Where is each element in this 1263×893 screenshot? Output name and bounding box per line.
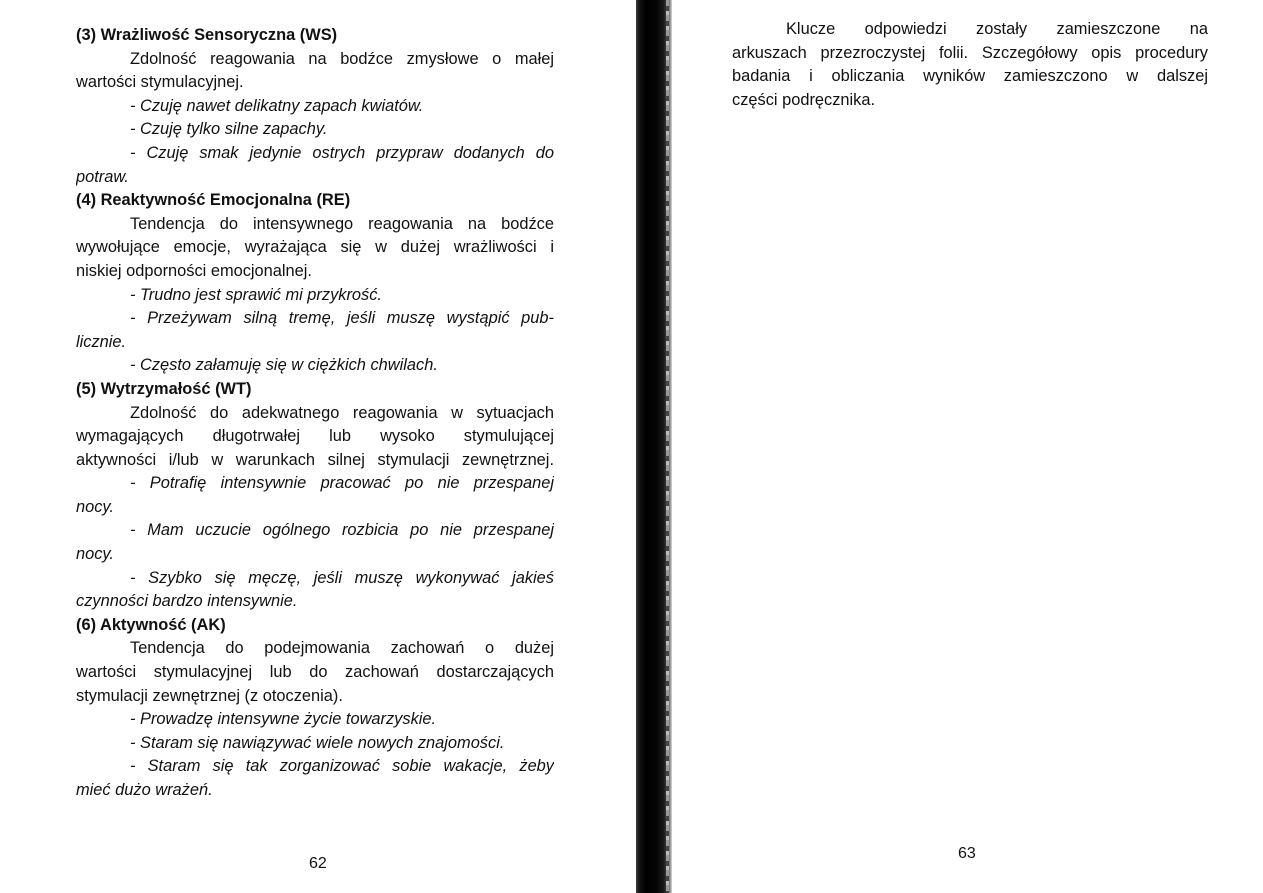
page-number: 63 — [958, 845, 976, 862]
item-line: licznie. — [76, 332, 127, 351]
definition-line: stymulacji zewnętrznej (z otoczenia). — [76, 686, 343, 705]
item-line: - Czuję smak jedynie ostrych przypraw dodanych do — [130, 143, 554, 162]
paragraph-line: arkuszach przezroczystej folii. Szczegółowy opis procedury — [732, 43, 1208, 62]
item-line: nocy. — [76, 497, 114, 516]
item-line: - Przeżywam silną tremę, jeśli muszę wystąpić pub- — [130, 309, 554, 328]
item-line: mieć dużo wrażeń. — [76, 781, 213, 799]
item-line: - Staram się tak zorganizować sobie wakacje, żeby — [130, 757, 554, 776]
item-line: - Staram się nawiązywać wiele nowych znajomości. — [130, 733, 505, 752]
item-line: - Trudno jest sprawić mi przykrość. — [130, 285, 382, 304]
definition-line: Zdolność do adekwatnego reagowania w sytuacjach — [130, 403, 554, 422]
definition-line: aktywności i/lub w warunkach silnej stymulacji zewnętrznej. — [76, 450, 554, 469]
item-line: - Prowadzę intensywne życie towarzyskie. — [130, 710, 437, 729]
definition-line: Tendencja do intensywnego reagowania na bodźce — [130, 214, 554, 233]
definition-line: wartości stymulacyjnej. — [76, 73, 244, 92]
item-line: nocy. — [76, 545, 114, 564]
section-heading: (5) Wytrzymałość (WT) — [76, 379, 252, 398]
section-heading: (3) Wrażliwość Sensoryczna (WS) — [76, 26, 338, 44]
item-line: - Szybko się męczę, jeśli muszę wykonywać jakieś — [130, 568, 554, 587]
section-heading: (4) Reaktywność Emocjonalna (RE) — [76, 191, 351, 210]
definition-line: Zdolność reagowania na bodźce zmysłowe o małej — [130, 49, 554, 68]
item-line: - Czuję tylko silne zapachy. — [130, 120, 328, 139]
paragraph-line: badania i obliczania wyników zamieszczono w dalszej — [732, 67, 1208, 86]
left-text-column — [76, 24, 554, 803]
item-line: - Czuję nawet delikatny zapach kwiatów. — [130, 96, 424, 115]
paragraph-line: Klucze odpowiedzi zostały zamieszczone na — [786, 20, 1208, 38]
page-number: 62 — [309, 855, 327, 872]
right-page — [672, 0, 1263, 893]
item-line: - Mam uczucie ogólnego rozbicia po nie przespanej — [130, 521, 554, 540]
definition-line: wymagających długotrwałej lub wysoko stymulującej — [76, 427, 554, 446]
paragraph-line: części podręcznika. — [732, 90, 876, 109]
item-line: potraw. — [76, 167, 129, 186]
item-line: - Często załamuję się w ciężkich chwilach. — [130, 356, 438, 375]
section-heading: (6) Aktywność (AK) — [76, 615, 226, 634]
right-text-column — [732, 18, 1208, 112]
definition-line: niskiej odporności emocjonalnej. — [76, 261, 312, 280]
item-line: czynności bardzo intensywnie. — [76, 592, 298, 611]
book-spine — [636, 0, 672, 893]
definition-line: Tendencja do podejmowania zachowań o dużej — [130, 639, 554, 658]
definition-line: wartości stymulacyjnej lub do zachowań dostarczających — [76, 663, 554, 682]
item-line: - Potrafię intensywnie pracować po nie przespanej — [130, 474, 554, 493]
definition-line: wywołujące emocje, wyrażająca się w dużej wrażliwości i — [76, 238, 554, 257]
